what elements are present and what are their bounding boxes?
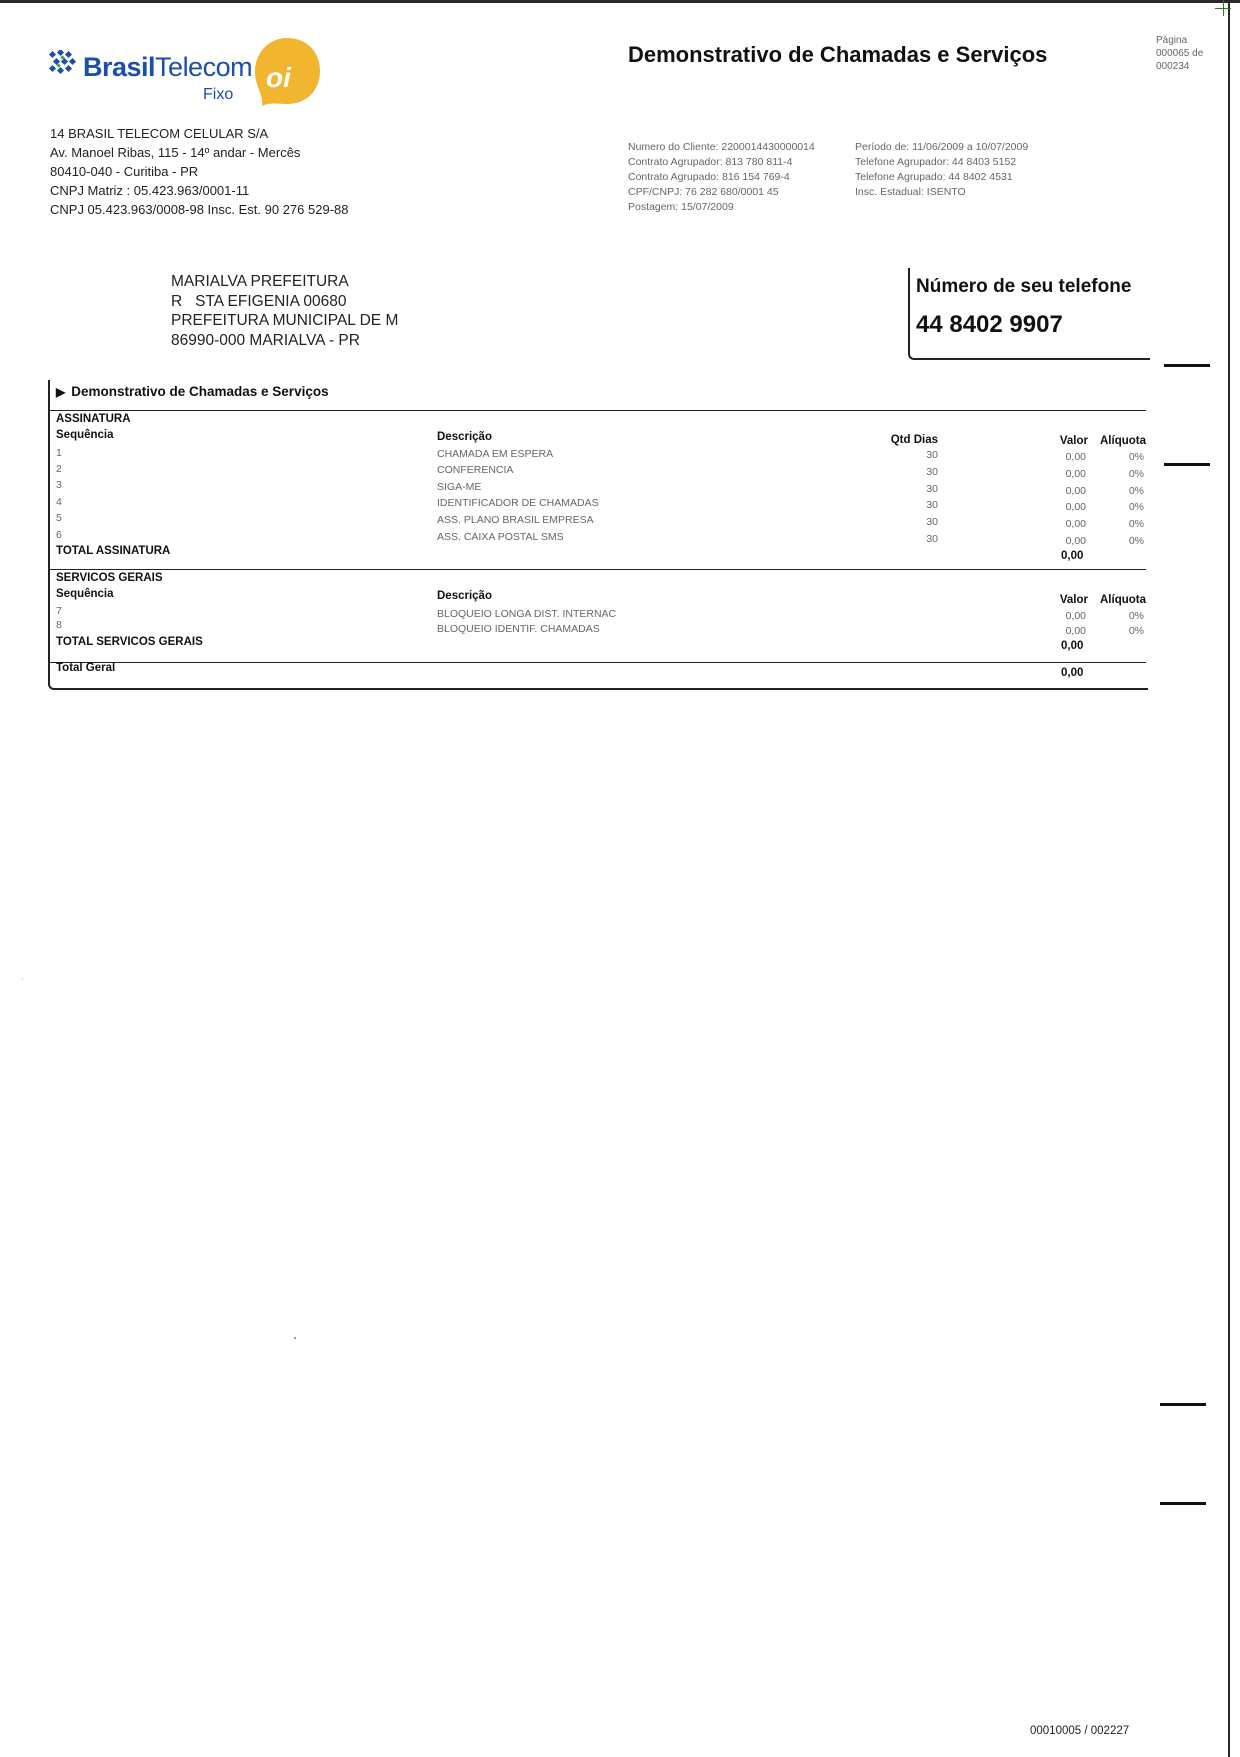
account-info-line: Contrato Agrupado: 816 154 769-4 [628,171,790,183]
row-seq: 8 [56,619,62,631]
row-days: 30 [926,466,938,478]
row-days: 30 [926,516,938,528]
brasil-telecom-logo-icon [48,50,80,78]
col-rate-header: Alíquota [1100,435,1146,447]
account-info-line: CPF/CNPJ: 76 282 680/0001 45 [628,186,779,198]
company-line: 80410-040 - Curitiba - PR [50,164,199,179]
brand-regular: Telecom [155,52,253,82]
footer-code: 00010005 / 002227 [1030,1725,1130,1737]
play-arrow-icon: ▶ [56,385,66,399]
col-days-header: Qtd Dias [890,434,938,446]
section-title-text: Demonstrativo de Chamadas e Serviços [71,384,329,399]
speck [22,978,23,980]
col-desc-header: Descrição [437,431,492,443]
account-info-line: Contrato Agrupador: 813 780 811-4 [628,156,793,168]
total-servicos-value: 0,00 [1061,640,1084,652]
period-info-line: Telefone Agrupador: 44 8403 5152 [855,156,1017,168]
divider [50,569,1146,570]
grand-total-label: Total Geral [56,662,116,674]
servicos-heading: SERVICOS GERAIS [56,572,163,584]
col-rate-header: Alíquota [1100,594,1146,606]
period-info-line: Período de: 11/06/2009 a 10/07/2009 [855,141,1029,153]
period-info [855,140,1028,200]
row-days: 30 [926,483,938,495]
company-line: CNPJ 05.423.963/0008-98 Insc. Est. 90 276 529-88 [50,202,349,217]
print-marker [1160,1502,1206,1505]
page-number [1156,34,1228,73]
account-info [628,140,815,215]
brand-name [83,52,252,83]
row-seq: 2 [56,463,62,475]
print-marker [1164,364,1210,367]
recipient-address [171,272,398,350]
recipient-line: MARIALVA PREFEITURA [171,273,349,290]
period-info-line: Telefone Agrupado: 44 8402 4531 [855,171,1013,183]
company-line: Av. Manoel Ribas, 115 - 14º andar - Mercês [50,145,301,160]
total-assinatura-label: TOTAL ASSINATURA [56,545,171,557]
row-days: 30 [926,499,938,511]
row-desc: IDENTIFICADOR DE CHAMADAS [437,497,599,509]
row-rate: 0% [1128,451,1144,463]
divider [50,662,1146,663]
row-value: 0,00 [1065,501,1086,513]
row-value: 0,00 [1065,610,1086,622]
row-days: 30 [926,533,938,545]
page-total: 000234 [1156,61,1190,72]
statement-section [48,380,1148,690]
page-current: 000065 de [1156,48,1204,59]
row-seq: 3 [56,479,62,491]
total-assinatura-value: 0,00 [1061,550,1084,562]
grand-total-value: 0,00 [1061,667,1084,679]
row-desc: ASS. PLANO BRASIL EMPRESA [437,514,594,526]
company-info [50,124,348,219]
page-right-border [1228,0,1230,1757]
company-line: 14 BRASIL TELECOM CELULAR S/A [50,126,269,141]
row-seq: 1 [56,447,62,459]
print-marker [1160,1403,1206,1406]
row-rate: 0% [1128,501,1144,513]
account-info-line: Postagem: 15/07/2009 [628,201,734,213]
phone-number: 44 8402 9907 [916,311,1063,338]
period-info-line: Insc. Estadual: ISENTO [855,186,966,198]
row-desc: ASS. CAIXA POSTAL SMS [437,531,564,543]
row-rate: 0% [1128,625,1144,637]
total-servicos-label: TOTAL SERVICOS GERAIS [56,636,203,648]
page-top-border [0,0,1240,3]
row-days: 30 [926,449,938,461]
row-seq: 6 [56,529,62,541]
row-desc: SIGA-ME [437,481,482,493]
row-value: 0,00 [1065,535,1086,547]
row-value: 0,00 [1065,625,1086,637]
row-value: 0,00 [1065,451,1086,463]
recipient-line: 86990-000 MARIALVA - PR [171,331,360,349]
brand-sub: Fixo [203,86,234,103]
row-value: 0,00 [1065,518,1086,530]
col-desc-header: Descrição [437,590,492,602]
row-rate: 0% [1128,518,1144,530]
document-title: Demonstrativo de Chamadas e Serviços [628,42,1048,67]
col-seq-header: Sequência [56,429,114,441]
row-desc: BLOQUEIO LONGA DIST. INTERNAC [437,608,617,620]
row-desc: BLOQUEIO IDENTIF. CHAMADAS [437,623,600,635]
account-info-line: Numero do Cliente: 2200014430000014 [628,141,815,153]
divider [50,410,1146,411]
row-desc: CONFERENCIA [437,464,514,476]
section-title [56,384,329,399]
row-rate: 0% [1128,610,1144,622]
company-line: CNPJ Matriz : 05.423.963/0001-11 [50,183,250,198]
assinatura-heading: ASSINATURA [56,413,131,425]
registration-mark [1215,8,1231,9]
row-seq: 4 [56,496,62,508]
row-desc: CHAMADA EM ESPERA [437,448,554,460]
col-seq-header: Sequência [56,588,114,600]
page-label: Página [1156,35,1188,46]
col-value-header: Valor [1059,594,1088,606]
row-rate: 0% [1128,535,1144,547]
row-rate: 0% [1128,485,1144,497]
recipient-line: PREFEITURA MUNICIPAL DE M [171,312,399,329]
speck [294,1337,296,1339]
phone-label: Número de seu telefone [916,276,1132,297]
row-rate: 0% [1128,468,1144,480]
row-seq: 7 [56,605,62,617]
col-value-header: Valor [1059,435,1088,447]
print-marker [1164,463,1210,466]
recipient-line: R STA EFIGENIA 00680 [171,292,347,310]
oi-logo-text: oi [266,62,291,93]
brand-bold: Brasil [83,52,156,82]
row-seq: 5 [56,512,62,524]
row-value: 0,00 [1065,485,1086,497]
row-value: 0,00 [1065,468,1086,480]
